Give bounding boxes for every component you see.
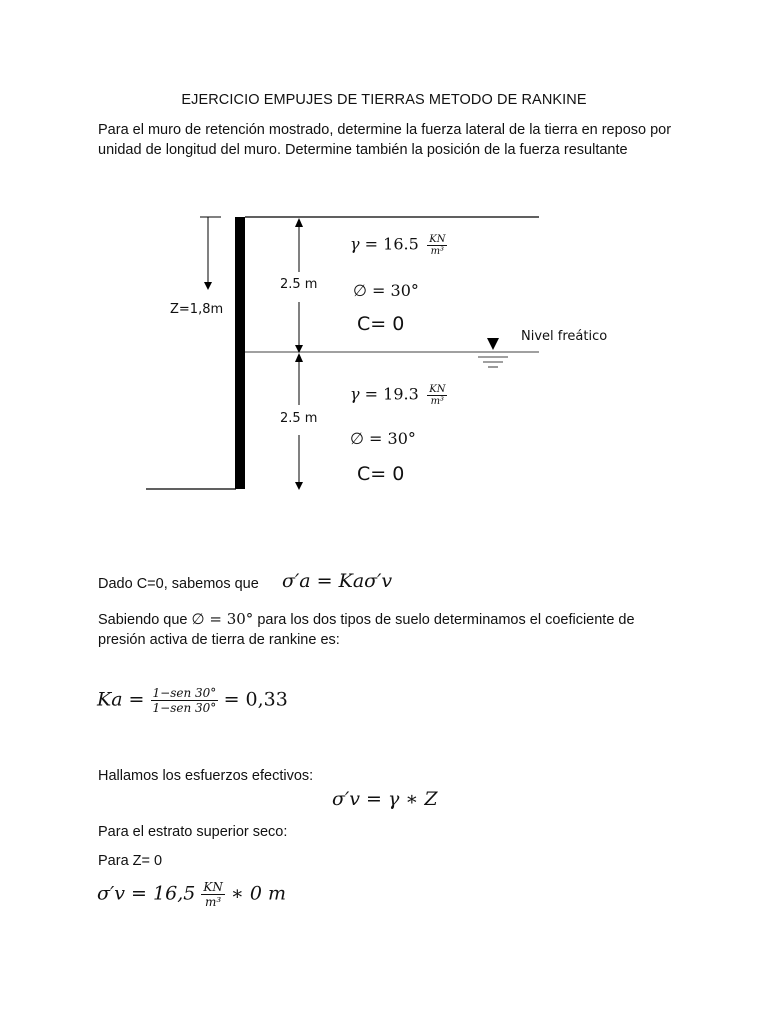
z-zero-text: Para Z= 0: [98, 853, 163, 869]
stress-at-z0-equation: σ′v = 16,5 $\frac{KN}{\text{m³}}$ ∗ 0 m: [97, 880, 286, 909]
upper-stratum-text: Para el estrato superior seco:: [98, 824, 288, 840]
lower-phi: ∅ = 30°: [350, 429, 416, 448]
retaining-wall: [235, 217, 245, 489]
knowing-paragraph: Sabiendo que ∅ = 30° para los dos tipos de suelo determinamos el coeficiente de presión activa de tierra de rankine es:: [98, 610, 635, 648]
effective-stress-equation: σ′v = γ ∗ Z: [332, 788, 438, 810]
upper-height-label: 2.5 m: [280, 277, 318, 292]
upper-phi: ∅ = 30°: [353, 281, 419, 300]
ka-equation: Ka = $\frac{\text{1−sen 30°}}{\text{1−sen 30°}}$ = 0,33: [97, 686, 288, 715]
lower-arrow-head-bottom: [295, 482, 303, 490]
lower-height-label: 2.5 m: [280, 411, 318, 426]
active-stress-equation: σ′a = Kaσ′v: [282, 570, 393, 592]
lower-gamma-unit: $\frac{KN}{\text{m³}}$: [429, 384, 446, 407]
unit-fraction: $\frac{KN}{\text{m³}}$: [203, 880, 223, 909]
water-table-triangle-icon: [487, 338, 499, 350]
effective-stress-text: Hallamos los esfuerzos efectivos:: [98, 768, 314, 784]
intro-paragraph: Para el muro de retención mostrado, determine la fuerza lateral de la tierra en reposo por unidad de longitud del muro. Determine también la posición de la fuerza resultante: [98, 122, 672, 158]
upper-cohesion: C= 0: [357, 313, 405, 335]
page-title: EJERCICIO EMPUJES DE TIERRAS METODO DE RANKINE: [181, 92, 587, 108]
ka-fraction: $\frac{\text{1−sen 30°}}{\text{1−sen 30°}}$: [152, 686, 217, 715]
z-arrow-head: [204, 282, 212, 290]
upper-gamma: γ = 16.5 $\frac{KN}{\text{m³}}$: [350, 234, 446, 257]
lower-cohesion: C= 0: [357, 463, 405, 485]
given-text: Dado C=0, sabemos que: [98, 576, 259, 592]
z-depth-label: Z=1,8m: [170, 302, 224, 317]
upper-gamma-unit: $\frac{KN}{\text{m³}}$: [429, 234, 446, 257]
water-table-label: Nivel freático: [521, 329, 608, 344]
upper-arrow-head-top: [295, 218, 303, 227]
lower-arrow-head-top: [295, 353, 303, 362]
lower-gamma: γ = 19.3 $\frac{KN}{\text{m³}}$: [350, 384, 446, 407]
